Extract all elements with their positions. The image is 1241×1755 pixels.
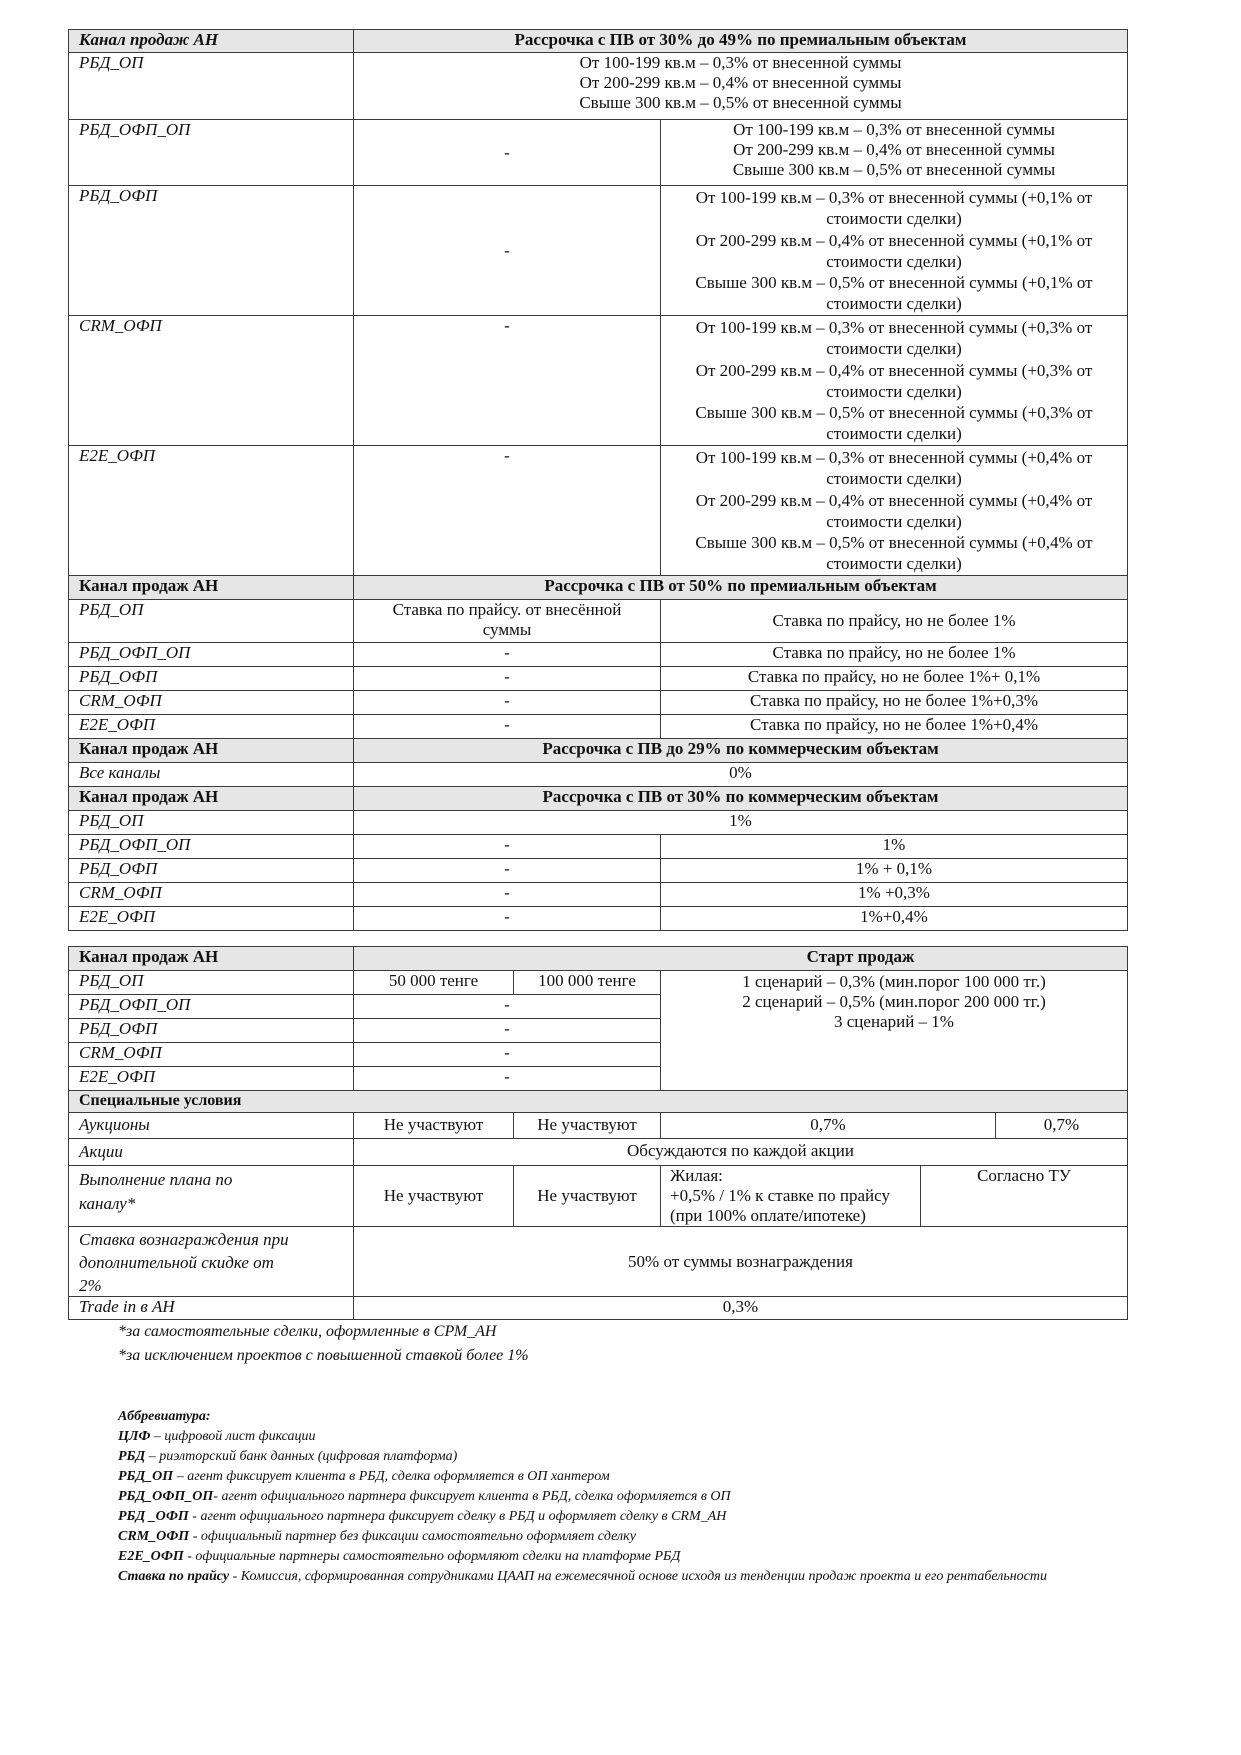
dash-cell: - (353, 834, 661, 859)
plan-a: Не участвуют (353, 1165, 514, 1227)
scenario-line: 3 сценарий – 1% (834, 1012, 954, 1031)
auctions-d: 0,7% (995, 1112, 1128, 1139)
value-cell: 100 000 тенге (513, 970, 661, 995)
abbr-desc: официальный партнер без фиксации самостоятельно оформляет сделку (200, 1529, 636, 1544)
plan-c (660, 1165, 921, 1227)
value-line: От 100-199 кв.м – 0,3% от внесенной суммы (579, 53, 902, 72)
channel-cell: РБД_ОФП (68, 185, 354, 316)
dash-cell: - (353, 858, 661, 883)
channel-cell: РБД_ОП (68, 810, 354, 835)
value-cell: 1% (660, 834, 1128, 859)
value-cell: Ставка по прайсу. от внесённой суммы (353, 599, 661, 643)
channel-cell: РБД_ОП (68, 52, 354, 120)
abbr-sep: - (183, 1549, 196, 1564)
channel-cell: E2E_ОФП (68, 714, 354, 739)
value-cell (660, 315, 1128, 446)
value-line: стоимости сделки) (826, 424, 962, 444)
promotions-label: Акции (68, 1138, 354, 1166)
abbr-term: CRM_ОФП (118, 1529, 190, 1544)
value-line: стоимости сделки) (826, 554, 962, 574)
section1-header-title: Рассрочка с ПВ от 30% до 49% по премиальным объектам (353, 29, 1128, 53)
plan-label (68, 1165, 354, 1227)
dash-cell: - (353, 690, 661, 715)
scenarios-cell (660, 970, 1128, 1091)
value-line: стоимости сделки) (826, 511, 962, 531)
abbr-item (118, 1467, 1128, 1487)
abbr-desc: агент фиксирует клиента в РБД, сделка оформляется в ОП хантером (187, 1469, 610, 1484)
abbr-term: РБД _ОФП (118, 1509, 189, 1524)
scenario-line: 1 сценарий – 0,3% (мин.порог 100 000 тг.) (742, 972, 1046, 991)
value-cell: Ставка по прайсу, но не более 1% (660, 642, 1128, 667)
abbreviations (118, 1407, 1128, 1587)
value-line: стоимости сделки) (826, 294, 962, 314)
plan-d: Согласно ТУ (920, 1165, 1128, 1227)
value-cell (660, 119, 1128, 186)
abbr-sep: – (150, 1429, 165, 1444)
abbr-term: РБД_ОП (118, 1469, 174, 1484)
value-line: стоимости сделки) (826, 339, 962, 359)
dash-cell: - (353, 315, 661, 446)
channel-cell: РБД_ОФП (68, 1018, 354, 1043)
abbreviations-title: Аббревиатура: (118, 1409, 211, 1424)
abbr-term: E2E_ОФП (118, 1549, 184, 1564)
dash-cell: - (353, 1018, 661, 1043)
value-cell (353, 52, 1128, 120)
abbr-desc: агент официального партнера фиксирует сделку в РБД и оформляет сделку в CRM_АН (200, 1509, 727, 1524)
section4-header-channel: Канал продаж АН (68, 786, 354, 811)
scenario-line: 2 сценарий – 0,5% (мин.порог 200 000 тг.) (742, 992, 1046, 1011)
value-line: От 200-299 кв.м – 0,4% от внесенной суммы (+0,1% от (695, 230, 1093, 250)
value-line: стоимости сделки) (826, 251, 962, 271)
discount-label (68, 1226, 354, 1297)
abbr-item (118, 1507, 1128, 1527)
section5-header-title: Старт продаж (353, 946, 1128, 971)
value-cell: 1%+0,4% (660, 906, 1128, 931)
value-line: Свыше 300 кв.м – 0,5% от внесенной суммы (+0,1% от (695, 273, 1093, 293)
value-line: От 100-199 кв.м – 0,3% от внесенной суммы (733, 120, 1055, 139)
value-cell: 50 000 тенге (353, 970, 514, 995)
value-line: От 200-299 кв.м – 0,4% от внесенной суммы (+0,3% от (695, 360, 1093, 380)
channel-cell: РБД_ОФП_ОП (68, 834, 354, 859)
channel-cell: CRM_ОФП (68, 690, 354, 715)
auctions-c: 0,7% (660, 1112, 996, 1139)
abbr-sep: - (188, 1509, 201, 1524)
channel-cell: E2E_ОФП (68, 445, 354, 576)
discount-label-line: Ставка вознаграждения при (79, 1230, 289, 1249)
abbr-sep: - (189, 1529, 201, 1544)
value-cell: 1% (353, 810, 1128, 835)
value-line: стоимости сделки) (826, 469, 962, 489)
trade-in-value: 0,3% (353, 1296, 1128, 1320)
channel-cell: Все каналы (68, 762, 354, 787)
abbr-item (118, 1567, 1128, 1587)
section4-header-title: Рассрочка с ПВ от 30% по коммерческим объектам (353, 786, 1128, 811)
channel-cell: РБД_ОФП_ОП (68, 119, 354, 186)
footnote-2: *за исключением проектов с повышенной ставкой более 1% (118, 1347, 529, 1364)
abbr-desc: официальные партнеры самостоятельно оформляют сделки на платформе РБД (195, 1549, 681, 1564)
channel-cell: РБД_ОФП (68, 858, 354, 883)
section5-header-channel: Канал продаж АН (68, 946, 354, 971)
value-cell (660, 445, 1128, 576)
auctions-a: Не участвуют (353, 1112, 514, 1139)
dash-cell: - (353, 994, 661, 1019)
value-line: От 200-299 кв.м – 0,4% от внесенной суммы (+0,4% от (695, 490, 1093, 510)
value-line: От 100-199 кв.м – 0,3% от внесенной суммы (+0,4% от (695, 448, 1093, 467)
value-line: От 100-199 кв.м – 0,3% от внесенной суммы (+0,3% от (695, 318, 1093, 337)
dash-cell: - (353, 666, 661, 691)
abbr-term: РБД_ОФП_ОП (118, 1489, 214, 1504)
plan-label-line: каналу* (79, 1194, 136, 1213)
abbr-term: Ставка по прайсу (118, 1569, 230, 1584)
value-cell (660, 185, 1128, 316)
abbr-desc: агент официального партнера фиксирует клиента в РБД, сделка оформляется в ОП (221, 1489, 731, 1504)
dash-cell: - (353, 882, 661, 907)
discount-label-line: дополнительной скидке от (79, 1253, 274, 1272)
plan-c-line: +0,5% / 1% к ставке по прайсу (670, 1186, 890, 1205)
section2-header-title: Рассрочка с ПВ от 50% по премиальным объектам (353, 575, 1128, 600)
channel-cell: РБД_ОФП_ОП (68, 642, 354, 667)
dash-cell: - (353, 185, 661, 316)
channel-cell: E2E_ОФП (68, 1066, 354, 1091)
auctions-label: Аукционы (68, 1112, 354, 1139)
channel-cell: РБД_ОП (68, 599, 354, 643)
value-cell: 0% (353, 762, 1128, 787)
plan-label-line: Выполнение плана по (79, 1170, 233, 1189)
dash-cell: - (353, 642, 661, 667)
channel-cell: CRM_ОФП (68, 882, 354, 907)
dash-cell: - (353, 119, 661, 186)
abbr-sep: – (145, 1449, 160, 1464)
plan-c-line: (при 100% оплате/ипотеке) (670, 1206, 866, 1225)
channel-cell: РБД_ОФП (68, 666, 354, 691)
value-line: стоимости сделки) (826, 209, 962, 229)
abbr-desc: цифровой лист фиксации (164, 1429, 316, 1444)
section2-header-channel: Канал продаж АН (68, 575, 354, 600)
abbr-desc: риэлторский банк данных (цифровая платформа) (159, 1449, 458, 1464)
abbr-term: РБД (118, 1449, 146, 1464)
channel-cell: CRM_ОФП (68, 315, 354, 446)
value-cell: Ставка по прайсу, но не более 1%+0,4% (660, 714, 1128, 739)
abbr-sep: – (173, 1469, 188, 1484)
value-line: От 200-299 кв.м – 0,4% от внесенной суммы (733, 140, 1055, 159)
dash-cell: - (353, 445, 661, 576)
channel-cell: CRM_ОФП (68, 1042, 354, 1067)
auctions-b: Не участвуют (513, 1112, 661, 1139)
dash-cell: - (353, 1042, 661, 1067)
abbr-item (118, 1527, 1128, 1547)
abbr-item (118, 1427, 1128, 1447)
value-line: Свыше 300 кв.м – 0,5% от внесенной суммы (579, 93, 902, 112)
value-line: Свыше 300 кв.м – 0,5% от внесенной суммы (732, 160, 1056, 179)
abbr-term: ЦЛФ (118, 1429, 151, 1444)
section1-header-channel: Канал продаж АН (68, 29, 354, 53)
value-cell: Ставка по прайсу, но не более 1%+ 0,1% (660, 666, 1128, 691)
dash-cell: - (353, 906, 661, 931)
abbr-desc: Комиссия, сформированная сотрудниками ЦААП на ежемесячной основе исходя из тенденции продаж проекта и его рентабельности (240, 1569, 1047, 1584)
channel-cell: E2E_ОФП (68, 906, 354, 931)
footnote-1: *за самостоятельные сделки, оформленные в СРМ_АН (118, 1323, 497, 1340)
value-line: От 200-299 кв.м – 0,4% от внесенной суммы (579, 73, 902, 92)
value-cell: 1% + 0,1% (660, 858, 1128, 883)
abbr-item (118, 1487, 1128, 1507)
channel-cell: РБД_ОФП_ОП (68, 994, 354, 1019)
value-line: Свыше 300 кв.м – 0,5% от внесенной суммы (+0,4% от (695, 533, 1093, 553)
section3-header-channel: Канал продаж АН (68, 738, 354, 763)
dash-cell: - (353, 1066, 661, 1091)
value-line: стоимости сделки) (826, 381, 962, 401)
discount-label-line: 2% (79, 1276, 102, 1295)
discount-value: 50% от суммы вознаграждения (353, 1226, 1128, 1297)
trade-in-label: Trade in в АН (68, 1296, 354, 1320)
section3-header-title: Рассрочка с ПВ до 29% по коммерческим объектам (353, 738, 1128, 763)
plan-b: Не участвуют (513, 1165, 661, 1227)
dash-cell: - (353, 714, 661, 739)
value-line: Свыше 300 кв.м – 0,5% от внесенной суммы (+0,3% от (695, 403, 1093, 423)
promotions-value: Обсуждаются по каждой акции (353, 1138, 1128, 1166)
abbr-item (118, 1547, 1128, 1567)
abbr-sep: - (229, 1569, 241, 1584)
value-cell: Ставка по прайсу, но не более 1% (660, 599, 1128, 643)
abbr-item (118, 1447, 1128, 1467)
value-line: От 100-199 кв.м – 0,3% от внесенной суммы (+0,1% от (695, 188, 1093, 207)
plan-c-line: Жилая: (670, 1166, 723, 1185)
abbr-sep: - (213, 1489, 222, 1504)
special-header: Специальные условия (68, 1090, 1128, 1113)
channel-cell: РБД_ОП (68, 970, 354, 995)
value-cell: Ставка по прайсу, но не более 1%+0,3% (660, 690, 1128, 715)
value-cell: 1% +0,3% (660, 882, 1128, 907)
